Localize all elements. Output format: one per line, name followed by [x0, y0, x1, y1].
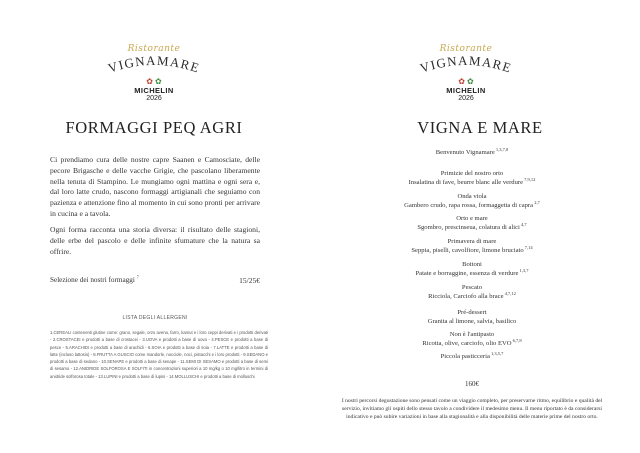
green-star-icon: ✿ [467, 77, 474, 86]
course-name: Orto e mare [456, 215, 488, 222]
logo-wordmark [94, 52, 214, 78]
allergen-ref: 7,14 [523, 244, 533, 250]
course-name: Pré-dessert [457, 309, 487, 316]
page-title-cheese: FORMAGGI PEQ AGRI [65, 118, 243, 137]
course-item [322, 170, 622, 187]
course-description: Sgombro, prescinseua, colatura di alici $^{4,7}$ [417, 221, 527, 231]
michelin-star-icons [406, 78, 526, 86]
course-item [322, 193, 622, 210]
course-item [322, 146, 622, 158]
course-item [322, 284, 622, 301]
course-item [322, 331, 622, 348]
allergen-ref: 7 [136, 274, 139, 280]
michelin-label: MICHELIN [134, 86, 174, 95]
course-name: Onda viola [457, 193, 487, 200]
course-item [322, 215, 622, 232]
course-description: Granita al limone, salvia, basilico [427, 317, 517, 325]
allergen-ref: 1,3,7 [518, 267, 529, 273]
course-description: Ricciola, Carciofo alla brace $^{4,7,12}$ [428, 290, 516, 300]
allergen-ref: 7,9,12 [523, 176, 536, 182]
tasting-menu-price: 160€ [465, 380, 479, 388]
allergen-list-title: LISTA DEGLI ALLERGENI [122, 315, 188, 321]
allergen-ref: 2,7 [533, 199, 540, 205]
restaurant-logo-right [406, 44, 526, 106]
allergen-ref: 1,3,7,8 [494, 146, 509, 152]
cheese-selection-label: Selezione dei nostri formaggi $^7$ [50, 274, 139, 284]
course-name: Benvenuto Vignamare $^{1,3,7,8}$ [435, 146, 509, 156]
course-description: Patate e borraggine, essenza di verdure $^{1,3,7}$ [415, 267, 529, 277]
course-description: Insalatina di fave, beurre blanc alle verdure $^{7,9,12}$ [408, 176, 536, 186]
logo-script-text: Ristorante [127, 44, 181, 54]
michelin-label: MICHELIN [446, 86, 486, 95]
course-item [322, 261, 622, 278]
michelin-year: 2026 [458, 95, 474, 102]
michelin-star-icon: ✿ [146, 77, 153, 86]
intro-paragraph-1: Ci prendiamo cura delle nostre capre Saanen e Camosciate, delle pecore Brigasche e delle vacche Grigie, che pascolano liberamente nella tenuta di Stampino. Le mungiamo ogni mattina e ogni sera e, dal loro latte crudo, nascono formaggi artigianali che seguiamo con pazienza e attenzione fino al momento in cui sono pronti per arrivare in cucina e a tavola. [50, 155, 260, 218]
course-name: Piccola pasticceria $^{1,3,5,7}$ [440, 350, 504, 360]
course-description: Gambero crudo, rapa rossa, formaggetta di capra $^{2,7}$ [404, 199, 540, 209]
course-name: Non è l'antipasto [449, 331, 495, 338]
intro-paragraph-2: Ogni forma racconta una storia diversa: il risultato delle stagioni, delle erbe del pascolo e delle infinite sfumature che la natura sa offrire. [50, 225, 260, 256]
michelin-year: 2026 [146, 95, 162, 102]
allergen-ref: 4,7 [519, 221, 527, 227]
course-description: Seppia, piselli, cavolfiore, limone bruciato $^{7,14}$ [411, 244, 533, 254]
course-description: Ricotta, olive, carciofo, olio EVO $^{6,7,8}$ [422, 337, 522, 347]
cheese-selection-price: 15/25€ [239, 276, 260, 285]
course-item [322, 309, 622, 326]
restaurant-logo-left [94, 44, 214, 106]
allergen-ref: 6,7,8 [511, 337, 522, 343]
course-item [322, 350, 622, 362]
course-name: Pescato [461, 284, 483, 291]
course-name: Primizie del nostro orto [440, 170, 504, 177]
logo-name: VIGNAMARE [418, 52, 514, 76]
course-name: Primavera di mare [447, 238, 497, 245]
course-item [322, 238, 622, 255]
michelin-star-icons [94, 78, 214, 86]
svg-text:VIGNAMARE [106, 53, 202, 76]
green-star-icon: ✿ [155, 77, 162, 86]
michelin-star-icon: ✿ [458, 77, 465, 86]
logo-script-text: Ristorante [439, 44, 493, 54]
logo-wordmark [406, 52, 526, 78]
allergen-ref: 4,7,12 [503, 290, 516, 296]
tasting-menu-note: I nostri percorsi degustazione sono pensati come un viaggio completo, per preservarne ritmo, equilibrio e qualità del servizio, invitiamo gli ospiti dello stesso tavolo a condividere il medesimo menu. Il menu riportato è da considerarsi indicativo e può subire variazioni in base alla stagionalità e alla disponibilità delle materie prime del nostro orto. [341, 398, 603, 420]
allergen-ref: 1,3,5,7 [489, 350, 504, 356]
svg-text:VIGNAMARE [418, 53, 514, 76]
page-title-tasting: VIGNA E MARE [417, 118, 543, 137]
logo-name: VIGNAMARE [106, 52, 202, 76]
course-name: Bottoni [462, 261, 482, 268]
allergen-list-text: 1.CEREALI contenenti glutine come: grano, segale, orzo avena, farro, kamut e i loro ceppi derivati e i prodotti derivati - 2.CROSTACEI e prodotti a base di crostacei - 3.UOVA e prodotti a base di uova - 4.PESCE e prodotti a base di pesce - 5.ARACHIDI e prodotti a base di arachidi - 6.SOIA e prodotti a base di soia - 7.LATTE e prodotti a base di latte (incluso lattosio) - 8.FRUTTA A GUSCIO come mandorle, nocciole, noci, pistacchi e i loro prodotti - 9.SEDANO e prodotti a base di sedano - 10.SENAPE e prodotti a base di senape - 11.SEMI DI SESAMO e prodotti a base di semi di sesamo - 12.ANIDRIDE SOLFOROSA E SOLFITI in concentrazioni superiori a 10 mg/kg o 10 mg/litro in termini di anidride solforosa totale - 13.LUPINI e prodotti a base di lupini - 14.MOLLUSCHI e prodotti a base di molluschi [50, 330, 268, 379]
